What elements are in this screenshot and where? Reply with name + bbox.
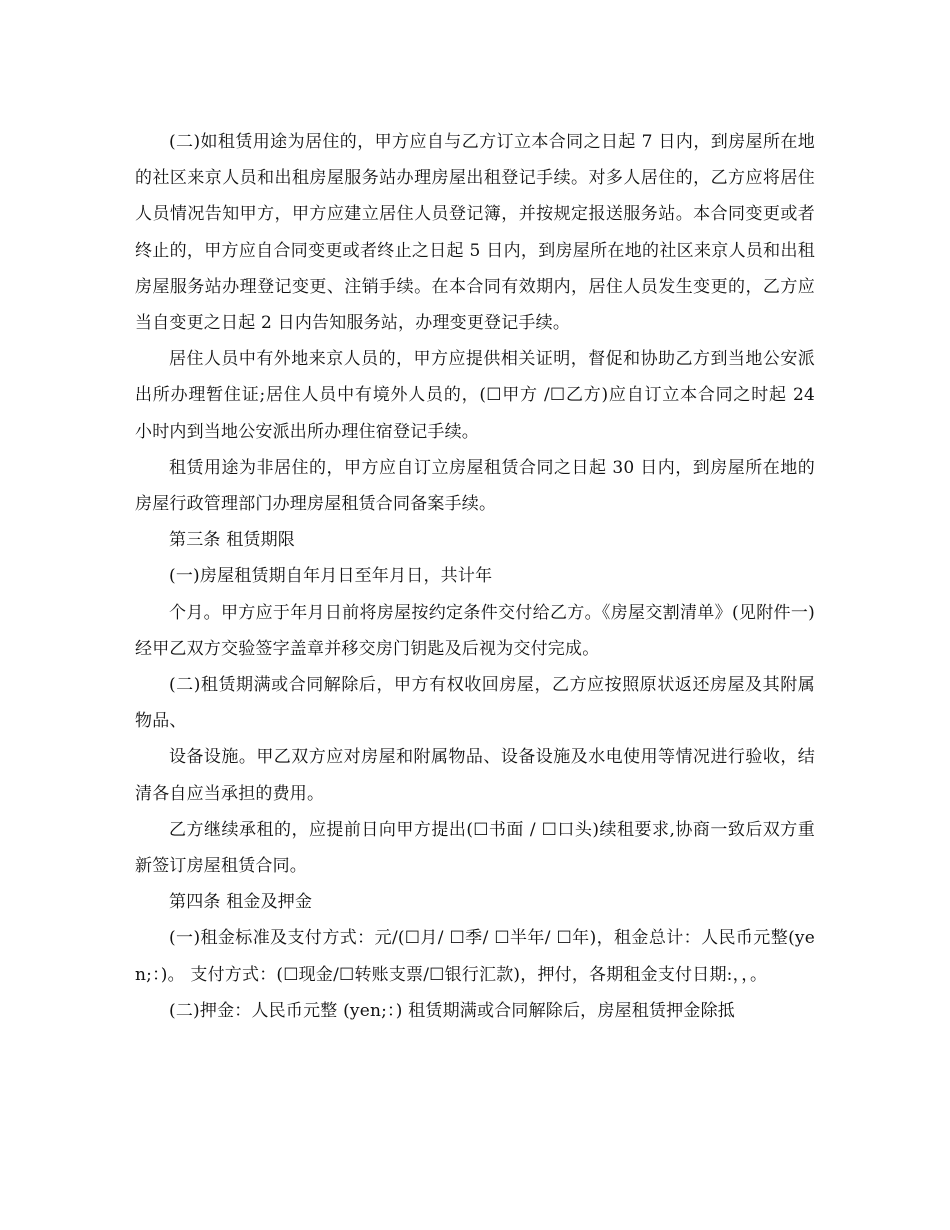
paragraph-lease-expiry: (二)租赁期满或合同解除后，甲方有权收回房屋，乙方应按照原状返还房屋及其附属物品、	[135, 675, 815, 732]
paragraph-inspection: 设备设施。甲乙双方应对房屋和附属物品、设备设施及水电使用等情况进行验收，结清各自应当承担的费用。	[135, 747, 815, 804]
paragraph-nonlocal-residents: 居住人员中有外地来京人员的，甲方应提供相关证明，督促和协助乙方到当地公安派出所办理暂住证;居住人员中有境外人员的，(☐甲方 /☐乙方)应自订立本合同之时起 24 小时内到当地公安派出所办理住宿登记手续。	[135, 349, 815, 442]
paragraph-delivery: 个月。甲方应于年月日前将房屋按约定条件交付给乙方。《房屋交割清单》(见附件一)经甲乙双方交验签字盖章并移交房门钥匙及后视为交付完成。	[135, 602, 815, 659]
paragraph-renewal: 乙方继续承租的，应提前日向甲方提出(☐书面 / ☐口头)续租要求,协商一致后双方重新签订房屋租赁合同。	[135, 819, 815, 877]
paragraph-residential-registration: (二)如租赁用途为居住的，甲方应自与乙方订立本合同之日起 7 日内，到房屋所在地的社区来京人员和出租房屋服务站办理房屋出租登记手续。对多人居住的，乙方应将居住人员情况告知甲方，甲方应建立居住人员登记簿，并按规定报送服务站。本合同变更或者终止的，甲方应自合同变更或者终止之日起 5 日内，到房屋所在地的社区来京人员和出租房屋服务站办理登记变更、注销手续。在本合同有效期内，居住人员发生变更的，乙方应当自变更之日起 2 日内告知服务站，办理变更登记手续。	[135, 132, 815, 334]
article-four-heading: 第四条 租金及押金	[169, 892, 313, 913]
article-three-heading: 第三条 租赁期限	[169, 530, 296, 551]
document-body	[135, 124, 815, 1029]
paragraph-rent-payment: (一)租金标准及支付方式：元/(☐月/ ☐季/ ☐半年/ ☐年)，租金总计：人民币元整(yen;：)。 支付方式：(☐现金/☐转账支票/☐银行汇款)，押付，各期租金支付日期:，，。	[135, 928, 815, 985]
paragraph-deposit: (二)押金：人民币元整 (yen;：) 租赁期满或合同解除后，房屋租赁押金除抵	[169, 1000, 735, 1021]
paragraph-non-residential-filing: 租赁用途为非居住的，甲方应自订立房屋租赁合同之日起 30 日内，到房屋所在地的房屋行政管理部门办理房屋租赁合同备案手续。	[135, 457, 815, 515]
paragraph-lease-term: (一)房屋租赁期自年月日至年月日，共计年	[169, 566, 493, 587]
